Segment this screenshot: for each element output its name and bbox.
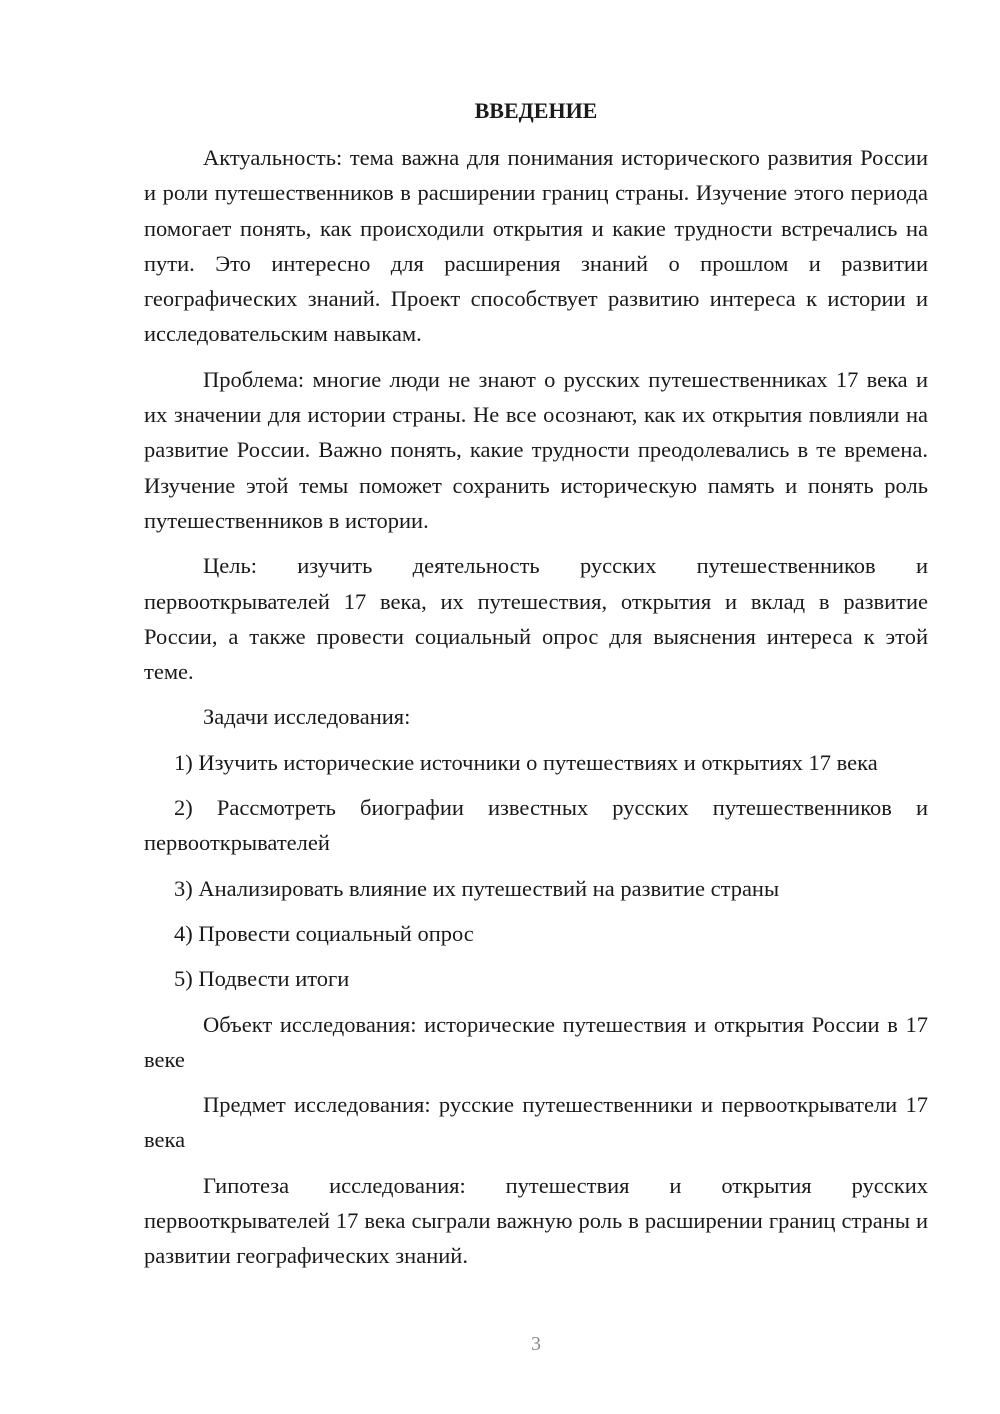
goal-paragraph: Цель: изучить деятельность русских путешественников и первооткрывателей 17 века, их путешествия, открытия и вклад в развитие России, а также провести социальный опрос для выяснения интереса к этой теме. [144,553,928,685]
tasks-heading: Задачи исследования: [203,704,411,730]
task-item: 3) Анализировать влияние их путешествий на развитие страны [174,875,780,901]
task-item: 2) Рассмотреть биографии известных русских путешественников и первооткрывателей [144,795,928,856]
subject-paragraph: Предмет исследования: русские путешественники и первооткрыватели 17 века [144,1092,928,1153]
task-item: 4) Провести социальный опрос [174,920,474,946]
page-content [144,96,928,1284]
task-item: 5) Подвести итоги [174,966,350,992]
page-number: 3 [531,1333,541,1355]
relevance-paragraph: Актуальность: тема важна для понимания исторического развития России и роли путешественников в расширении границ страны. Изучение этого периода помогает понять, как происходили открытия и какие трудности встречались на пути. Это интересно для расширения знаний о прошлом и развитии географических знаний. Проект способствует развитию интереса к истории и исследовательским навыкам. [144,145,928,347]
task-item: 1) Изучить исторические источники о путешествиях и открытиях 17 века [174,749,878,775]
section-heading: ВВЕДЕНИЕ [474,98,598,123]
hypothesis-paragraph: Гипотеза исследования: путешествия и открытия русских первооткрывателей 17 века сыграли важную роль в расширении границ страны и развитии географических знаний. [144,1172,928,1269]
problem-paragraph: Проблема: многие люди не знают о русских путешественниках 17 века и их значении для истории страны. Не все осознают, как их открытия повлияли на развитие России. Важно понять, какие трудности преодолевались в те времена. Изучение этой темы поможет сохранить историческую память и понять роль путешественников в истории. [144,366,928,533]
object-paragraph: Объект исследования: исторические путешествия и открытия России в 17 веке [144,1011,928,1072]
